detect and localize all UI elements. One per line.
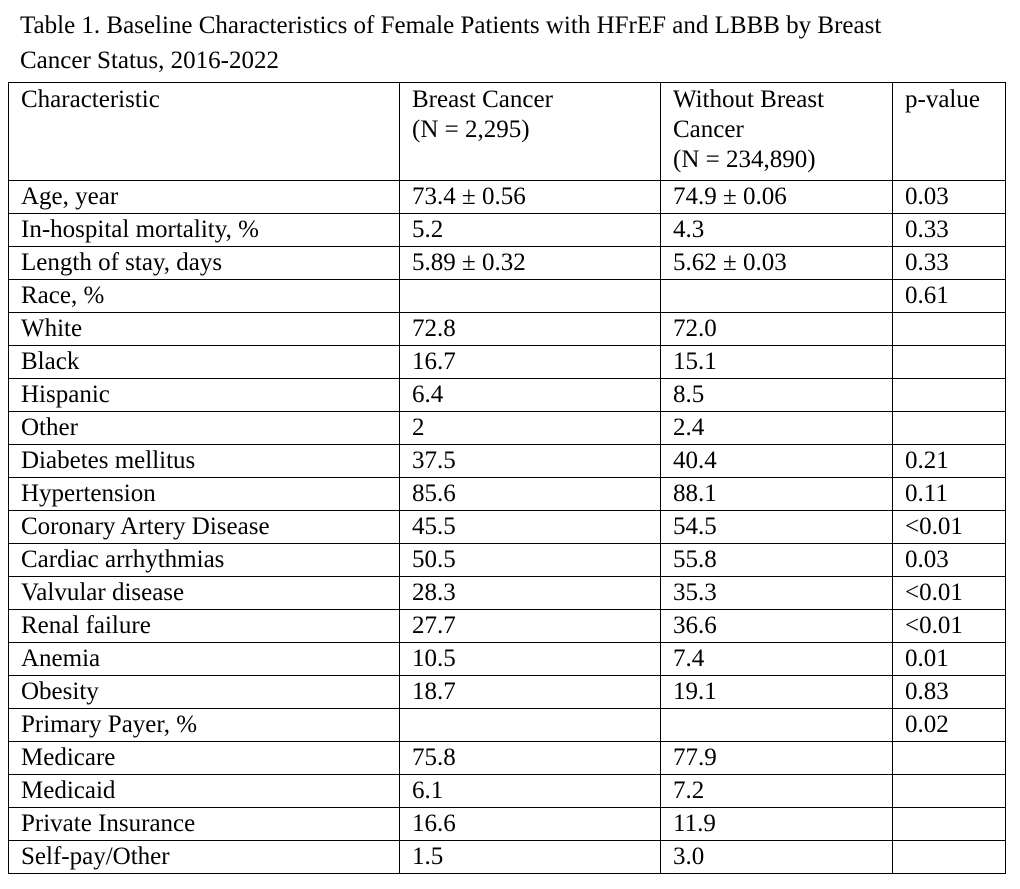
p-value-cell: <0.01 <box>893 610 1006 643</box>
p-value-cell: <0.01 <box>893 511 1006 544</box>
table-row <box>9 379 1006 412</box>
breast-cancer-cell: 5.2 <box>400 214 661 247</box>
p-value-cell <box>893 742 1006 775</box>
p-value-cell <box>893 841 1006 874</box>
header-line: Cancer <box>673 116 744 143</box>
without-breast-cancer-cell: 74.9 ± 0.06 <box>661 181 893 214</box>
p-value-cell: 0.83 <box>893 676 1006 709</box>
characteristic-cell: Coronary Artery Disease <box>9 511 400 544</box>
without-breast-cancer-cell: 55.8 <box>661 544 893 577</box>
caption-line: Table 1. Baseline Characteristics of Female Patients with HFrEF and LBBB by Breast <box>20 12 882 39</box>
characteristic-cell: Black <box>9 346 400 379</box>
breast-cancer-cell: 50.5 <box>400 544 661 577</box>
breast-cancer-cell: 16.6 <box>400 808 661 841</box>
without-breast-cancer-cell: 7.4 <box>661 643 893 676</box>
without-breast-cancer-cell: 2.4 <box>661 412 893 445</box>
table-row <box>9 643 1006 676</box>
without-breast-cancer-cell: 35.3 <box>661 577 893 610</box>
p-value-cell <box>893 412 1006 445</box>
header-line: Breast Cancer <box>412 86 553 113</box>
p-value-cell: 0.61 <box>893 280 1006 313</box>
header-characteristic: Characteristic <box>9 83 400 181</box>
table-row <box>9 247 1006 280</box>
without-breast-cancer-cell: 72.0 <box>661 313 893 346</box>
without-breast-cancer-cell: 11.9 <box>661 808 893 841</box>
breast-cancer-cell: 6.1 <box>400 775 661 808</box>
table-row <box>9 577 1006 610</box>
characteristic-cell: White <box>9 313 400 346</box>
characteristic-cell: Diabetes mellitus <box>9 445 400 478</box>
p-value-cell: 0.33 <box>893 247 1006 280</box>
breast-cancer-cell <box>400 709 661 742</box>
table-row <box>9 313 1006 346</box>
table-row <box>9 709 1006 742</box>
header-without-breast-cancer <box>661 83 893 181</box>
characteristic-cell: Hypertension <box>9 478 400 511</box>
p-value-cell: 0.33 <box>893 214 1006 247</box>
table-row <box>9 775 1006 808</box>
characteristic-cell: Length of stay, days <box>9 247 400 280</box>
p-value-cell: 0.01 <box>893 643 1006 676</box>
characteristic-cell: Primary Payer, % <box>9 709 400 742</box>
p-value-cell: 0.02 <box>893 709 1006 742</box>
without-breast-cancer-cell: 77.9 <box>661 742 893 775</box>
header-breast-cancer <box>400 83 661 181</box>
characteristic-cell: Medicaid <box>9 775 400 808</box>
breast-cancer-cell: 6.4 <box>400 379 661 412</box>
header-p-value: p-value <box>893 83 1006 181</box>
caption-line: Cancer Status, 2016-2022 <box>20 47 279 74</box>
baseline-characteristics-table <box>8 82 1006 874</box>
without-breast-cancer-cell: 36.6 <box>661 610 893 643</box>
header-line: (N = 2,295) <box>412 116 530 143</box>
p-value-cell: <0.01 <box>893 577 1006 610</box>
characteristic-cell: Other <box>9 412 400 445</box>
characteristic-cell: Self-pay/Other <box>9 841 400 874</box>
table-row <box>9 676 1006 709</box>
p-value-cell <box>893 346 1006 379</box>
table-body <box>9 181 1006 874</box>
p-value-cell <box>893 775 1006 808</box>
breast-cancer-cell: 2 <box>400 412 661 445</box>
p-value-cell <box>893 808 1006 841</box>
table-row <box>9 742 1006 775</box>
without-breast-cancer-cell: 5.62 ± 0.03 <box>661 247 893 280</box>
breast-cancer-cell: 37.5 <box>400 445 661 478</box>
table-row <box>9 280 1006 313</box>
table-row <box>9 181 1006 214</box>
header-row <box>9 83 1006 181</box>
without-breast-cancer-cell: 15.1 <box>661 346 893 379</box>
breast-cancer-cell: 85.6 <box>400 478 661 511</box>
characteristic-cell: Medicare <box>9 742 400 775</box>
without-breast-cancer-cell <box>661 709 893 742</box>
characteristic-cell: Hispanic <box>9 379 400 412</box>
table-row <box>9 841 1006 874</box>
p-value-cell: 0.11 <box>893 478 1006 511</box>
p-value-cell <box>893 379 1006 412</box>
header-line: (N = 234,890) <box>673 146 816 173</box>
breast-cancer-cell: 72.8 <box>400 313 661 346</box>
breast-cancer-cell: 1.5 <box>400 841 661 874</box>
characteristic-cell: In-hospital mortality, % <box>9 214 400 247</box>
breast-cancer-cell: 5.89 ± 0.32 <box>400 247 661 280</box>
characteristic-cell: Renal failure <box>9 610 400 643</box>
characteristic-cell: Age, year <box>9 181 400 214</box>
characteristic-cell: Anemia <box>9 643 400 676</box>
without-breast-cancer-cell <box>661 280 893 313</box>
breast-cancer-cell: 75.8 <box>400 742 661 775</box>
breast-cancer-cell: 28.3 <box>400 577 661 610</box>
table-row <box>9 214 1006 247</box>
breast-cancer-cell: 45.5 <box>400 511 661 544</box>
p-value-cell: 0.03 <box>893 181 1006 214</box>
breast-cancer-cell: 27.7 <box>400 610 661 643</box>
characteristic-cell: Private Insurance <box>9 808 400 841</box>
breast-cancer-cell: 18.7 <box>400 676 661 709</box>
table-row <box>9 346 1006 379</box>
header-line: Without Breast <box>673 86 825 113</box>
without-breast-cancer-cell: 4.3 <box>661 214 893 247</box>
table-row <box>9 478 1006 511</box>
characteristic-cell: Obesity <box>9 676 400 709</box>
p-value-cell <box>893 313 1006 346</box>
table-caption <box>20 8 1005 78</box>
without-breast-cancer-cell: 8.5 <box>661 379 893 412</box>
without-breast-cancer-cell: 3.0 <box>661 841 893 874</box>
p-value-cell: 0.21 <box>893 445 1006 478</box>
breast-cancer-cell: 10.5 <box>400 643 661 676</box>
characteristic-cell: Cardiac arrhythmias <box>9 544 400 577</box>
without-breast-cancer-cell: 19.1 <box>661 676 893 709</box>
table-row <box>9 511 1006 544</box>
p-value-cell: 0.03 <box>893 544 1006 577</box>
without-breast-cancer-cell: 54.5 <box>661 511 893 544</box>
breast-cancer-cell <box>400 280 661 313</box>
without-breast-cancer-cell: 7.2 <box>661 775 893 808</box>
table-row <box>9 412 1006 445</box>
characteristic-cell: Race, % <box>9 280 400 313</box>
without-breast-cancer-cell: 40.4 <box>661 445 893 478</box>
characteristic-cell: Valvular disease <box>9 577 400 610</box>
breast-cancer-cell: 16.7 <box>400 346 661 379</box>
without-breast-cancer-cell: 88.1 <box>661 478 893 511</box>
table-row <box>9 610 1006 643</box>
table-row <box>9 808 1006 841</box>
table-row <box>9 544 1006 577</box>
breast-cancer-cell: 73.4 ± 0.56 <box>400 181 661 214</box>
table-row <box>9 445 1006 478</box>
